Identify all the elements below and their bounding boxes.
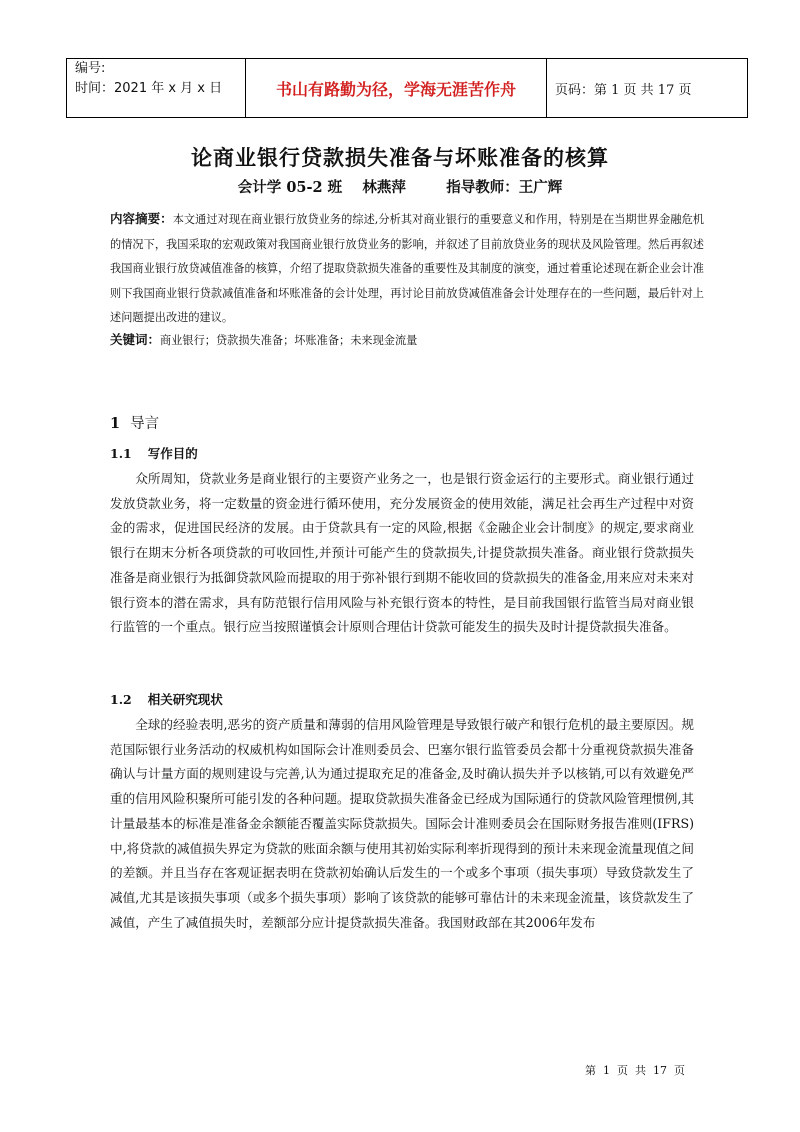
subsection-number: 1.1 <box>110 446 132 461</box>
section-heading-1 <box>110 412 159 433</box>
keywords-text: 商业银行；贷款损失准备；坏账准备；未来现金流量 <box>160 334 418 347</box>
document-date-label: 时间：2021 年 x 月 x 日 <box>75 81 223 96</box>
header-table <box>66 58 748 118</box>
subsection-number: 1.2 <box>110 692 132 707</box>
abstract <box>110 207 704 331</box>
document-number-label: 编号: <box>75 61 106 76</box>
keywords <box>110 330 704 351</box>
keywords-label: 关键词： <box>110 332 161 347</box>
header-page-label: 页码：第 1 页 共 17 页 <box>547 59 748 118</box>
author-byline: 会计学 05-2 班 林燕萍 指导教师：王广辉 <box>237 179 563 196</box>
page-footer: 第 1 页 共 17 页 <box>585 1064 685 1077</box>
section-title: 导言 <box>130 416 160 432</box>
document-title: 论商业银行贷款损失准备与坏账准备的核算 <box>191 145 609 170</box>
abstract-text: 本文通过对现在商业银行放贷业务的综述,分析其对商业银行的重要意义和作用，特别是在当期世界金融危机的情况下，我国采取的宏观政策对我国商业银行放贷业务的影响，并叙述了目前放贷业务的现状及风险管理。然后再叙述我国商业银行放贷减值准备的核算，介绍了提取贷款损失准备的重要性及其制度的演变，通过着重论述现在新企业会计准则下我国商业银行贷款减值准备和坏账准备的会计处理，再讨论目前放贷减值准备会计处理存在的一些问题，最后针对上述问题提出改进的建议。 <box>110 213 704 324</box>
section-number: 1 <box>110 415 121 432</box>
paragraph-writing-purpose: 众所周知，贷款业务是商业银行的主要资产业务之一，也是银行资金运行的主要形式。商业银行通过发放贷款业务，将一定数量的资金进行循环使用，充分发展资金的使用效能，满足社会再生产过程中对资金的需求，促进国民经济的发展。由于贷款具有一定的风险,根据《金融企业会计制度》的规定,要求商业银行在期末分析各项贷款的可收回性,并预计可能产生的贷款损失,计提贷款损失准备。商业银行贷款损失准备是商业银行为抵御贷款风险而提取的用于弥补银行到期不能收回的贷款损失的准备金,用来应对未来对银行资本的潜在需求，具有防范银行信用风险与补充银行资本的特性，是目前我国银行监管当局对商业银行监管的一个重点。银行应当按照谨慎会计原则合理估计贷款可能发生的损失及时计提贷款损失准备。 <box>110 471 694 635</box>
paragraph-research-status: 全球的经验表明,恶劣的资产质量和薄弱的信用风险管理是导致银行破产和银行危机的最主要原因。规范国际银行业务活动的权威机构如国际会计准则委员会、巴塞尔银行监管委员会都十分重视贷款损失准备确认与计量方面的规则建设与完善,认为通过提取充足的准备金,及时确认损失并予以核销,可以有效避免严重的信用风险积聚所可能引发的各种问题。提取贷款损失准备金已经成为国际通行的贷款风险管理惯例,其计量最基本的标准是准备金余额能否覆盖实际贷款损失。国际会计准则委员会在国际财务报告准则(IFRS)中,将贷款的减值损失界定为贷款的账面余额与使用其初始实际利率折现得到的预计未来现金流量现值之间的差额。并且当存在客观证据表明在贷款初始确认后发生的一个或多个事项（损失事项）导致贷款发生了减值,尤其是该损失事项（或多个损失事项）影响了该贷款的能够可靠估计的未来现金流量，该贷款发生了减值，产生了减值损失时，差额部分应计提贷款损失准备。我国财政部在其2006年发布 <box>110 717 694 930</box>
abstract-label: 内容摘要： <box>110 211 173 226</box>
header-motto: 书山有路勤为径，学海无涯苦作舟 <box>246 59 547 118</box>
subsection-title: 写作目的 <box>147 446 198 461</box>
subsection-heading-1-1 <box>110 444 198 462</box>
subsection-title: 相关研究现状 <box>147 692 223 707</box>
header-meta-cell <box>67 59 246 118</box>
subsection-heading-1-2 <box>110 690 223 708</box>
